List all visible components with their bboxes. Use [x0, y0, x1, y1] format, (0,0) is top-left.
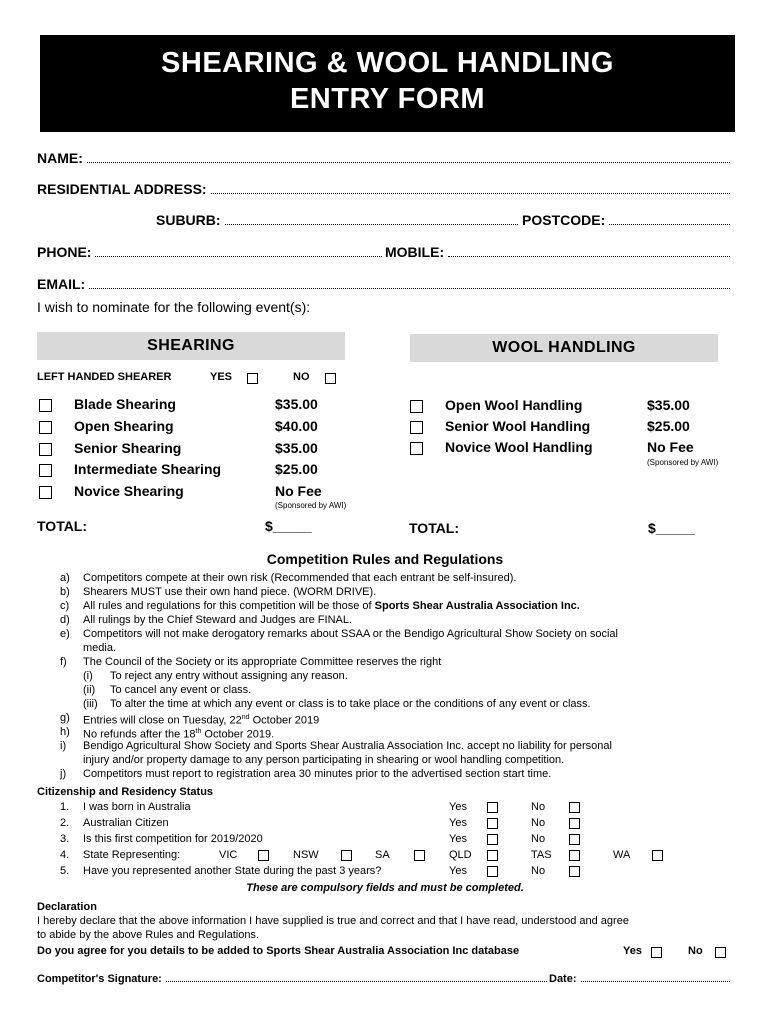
event-name: Senior Wool Handling: [445, 418, 591, 434]
name-field[interactable]: [37, 150, 730, 168]
open-wool-handling-checkbox[interactable]: [410, 400, 423, 413]
novice-wool-handling-checkbox[interactable]: [410, 442, 423, 455]
state-qld-checkbox[interactable]: [487, 850, 498, 861]
declaration-title: Declaration: [37, 901, 97, 913]
shearing-event-row[interactable]: [39, 461, 359, 481]
event-price: No Fee: [275, 483, 322, 499]
database-no-checkbox[interactable]: [715, 947, 726, 958]
rule-sub-item: (iii) To alter the time at which any event or class is to take place or the conditions of any event or class.: [83, 698, 591, 710]
other-state-yes-checkbox[interactable]: [487, 866, 498, 877]
left-handed-yes-checkbox[interactable]: [247, 373, 258, 384]
event-name: Open Shearing: [74, 418, 174, 434]
left-handed-no-checkbox[interactable]: [325, 373, 336, 384]
left-handed-no-label: NO: [293, 371, 310, 383]
born-australia-no-checkbox[interactable]: [569, 802, 580, 813]
event-price: $35.00: [275, 396, 318, 412]
signature-label: Competitor's Signature:: [37, 973, 162, 985]
shearing-total-value[interactable]: $_____: [265, 518, 312, 534]
postcode-label: POSTCODE:: [522, 212, 606, 228]
wool-event-row[interactable]: [410, 418, 740, 438]
event-name: Novice Wool Handling: [445, 439, 593, 455]
senior-shearing-checkbox[interactable]: [39, 443, 52, 456]
database-yes-checkbox[interactable]: [651, 947, 662, 958]
phone-line[interactable]: [95, 245, 382, 257]
compulsory-note: These are compulsory fields and must be completed.: [246, 882, 524, 894]
rules-title: Competition Rules and Regulations: [266, 551, 504, 567]
date-line[interactable]: [581, 973, 730, 982]
form-title-line1: SHEARING & WOOL HANDLING: [161, 47, 614, 79]
wool-event-row[interactable]: [410, 397, 740, 417]
postcode-field[interactable]: [522, 212, 730, 230]
shearing-header: SHEARING: [37, 332, 345, 360]
form-title-banner: [40, 35, 735, 132]
citizenship-row: 2. Australian Citizen Yes No: [60, 817, 680, 831]
name-line[interactable]: [87, 151, 730, 163]
citizen-yes-checkbox[interactable]: [487, 818, 498, 829]
rule-sub-item: (i) To reject any entry without assigning any reason.: [83, 670, 348, 682]
blade-shearing-checkbox[interactable]: [39, 399, 52, 412]
email-field[interactable]: [37, 276, 730, 294]
event-name: Blade Shearing: [74, 396, 176, 412]
suburb-line[interactable]: [225, 213, 518, 225]
address-label: RESIDENTIAL ADDRESS:: [37, 181, 207, 197]
address-field[interactable]: [37, 181, 730, 199]
postcode-line[interactable]: [609, 213, 730, 225]
declaration-text-line2: to abide by the above Rules and Regulations.: [37, 929, 259, 941]
name-label: NAME:: [37, 150, 83, 166]
intermediate-shearing-checkbox[interactable]: [39, 464, 52, 477]
event-price: $25.00: [647, 418, 690, 434]
event-name: Novice Shearing: [74, 483, 184, 499]
event-price: $35.00: [647, 397, 690, 413]
shearing-event-row[interactable]: [39, 483, 359, 503]
state-wa-checkbox[interactable]: [652, 850, 663, 861]
event-price: $35.00: [275, 440, 318, 456]
signature-field[interactable]: [37, 973, 547, 991]
wool-handling-header: WOOL HANDLING: [410, 334, 718, 362]
citizenship-row: 5. Have you represented another State during the past 3 years? Yes No: [60, 865, 680, 879]
shearing-sponsor-note: (Sponsored by AWI): [275, 501, 347, 510]
citizenship-row: 3. Is this first competition for 2019/2020 Yes No: [60, 833, 680, 847]
wool-total-label: TOTAL:: [409, 520, 460, 536]
rule-item-continuation: media.: [83, 642, 117, 654]
wool-total-value[interactable]: $_____: [648, 520, 695, 536]
date-label: Date:: [549, 973, 577, 985]
database-yes-label: Yes: [623, 945, 642, 957]
phone-field[interactable]: [37, 244, 382, 262]
event-name: Senior Shearing: [74, 440, 182, 456]
born-australia-yes-checkbox[interactable]: [487, 802, 498, 813]
left-handed-label: LEFT HANDED SHEARER: [37, 371, 172, 383]
novice-shearing-checkbox[interactable]: [39, 486, 52, 499]
state-nsw-checkbox[interactable]: [341, 850, 352, 861]
shearing-total-label: TOTAL:: [37, 518, 88, 534]
declaration-text-line1: I hereby declare that the above information I have supplied is true and correct and that I have read, understood and agree: [37, 915, 629, 927]
database-question: Do you agree for you details to be added to Sports Shear Australia Association Inc database: [37, 945, 520, 957]
first-competition-yes-checkbox[interactable]: [487, 834, 498, 845]
citizenship-row: 4. State Representing: VIC NSW SA QLD TAS WA: [60, 849, 680, 863]
citizen-no-checkbox[interactable]: [569, 818, 580, 829]
event-price: $25.00: [275, 461, 318, 477]
event-price: $40.00: [275, 418, 318, 434]
mobile-label: MOBILE:: [385, 244, 445, 260]
wool-event-row[interactable]: [410, 439, 740, 459]
first-competition-no-checkbox[interactable]: [569, 834, 580, 845]
date-field[interactable]: [549, 973, 730, 991]
email-label: EMAIL:: [37, 276, 86, 292]
suburb-field[interactable]: [156, 212, 518, 230]
database-no-label: No: [688, 945, 703, 957]
address-line[interactable]: [211, 182, 730, 194]
suburb-label: SUBURB:: [156, 212, 221, 228]
phone-label: PHONE:: [37, 244, 92, 260]
shearing-event-row[interactable]: [39, 440, 359, 460]
mobile-line[interactable]: [448, 245, 730, 257]
shearing-event-row[interactable]: [39, 396, 359, 416]
event-price: No Fee: [647, 439, 694, 455]
state-tas-checkbox[interactable]: [569, 850, 580, 861]
other-state-no-checkbox[interactable]: [569, 866, 580, 877]
shearing-event-row[interactable]: [39, 418, 359, 438]
event-name: Intermediate Shearing: [74, 461, 222, 477]
nominate-text: I wish to nominate for the following event(s):: [37, 299, 311, 315]
signature-line[interactable]: [166, 973, 547, 982]
mobile-field[interactable]: [385, 244, 730, 262]
senior-wool-handling-checkbox[interactable]: [410, 421, 423, 434]
citizenship-title: Citizenship and Residency Status: [37, 786, 214, 798]
citizenship-row: 1. I was born in Australia Yes No: [60, 801, 680, 815]
wool-sponsor-note: (Sponsored by AWI): [647, 458, 719, 467]
email-line[interactable]: [89, 277, 730, 289]
rule-sub-item: (ii) To cancel any event or class.: [83, 684, 252, 696]
state-vic-checkbox[interactable]: [258, 850, 269, 861]
form-title-line2: ENTRY FORM: [289, 83, 486, 115]
rule-item-continuation: injury and/or property damage to any person participating in shearing or wool handling competition.: [83, 754, 565, 766]
state-sa-checkbox[interactable]: [414, 850, 425, 861]
event-name: Open Wool Handling: [445, 397, 583, 413]
open-shearing-checkbox[interactable]: [39, 421, 52, 434]
left-handed-yes-label: YES: [210, 371, 233, 383]
